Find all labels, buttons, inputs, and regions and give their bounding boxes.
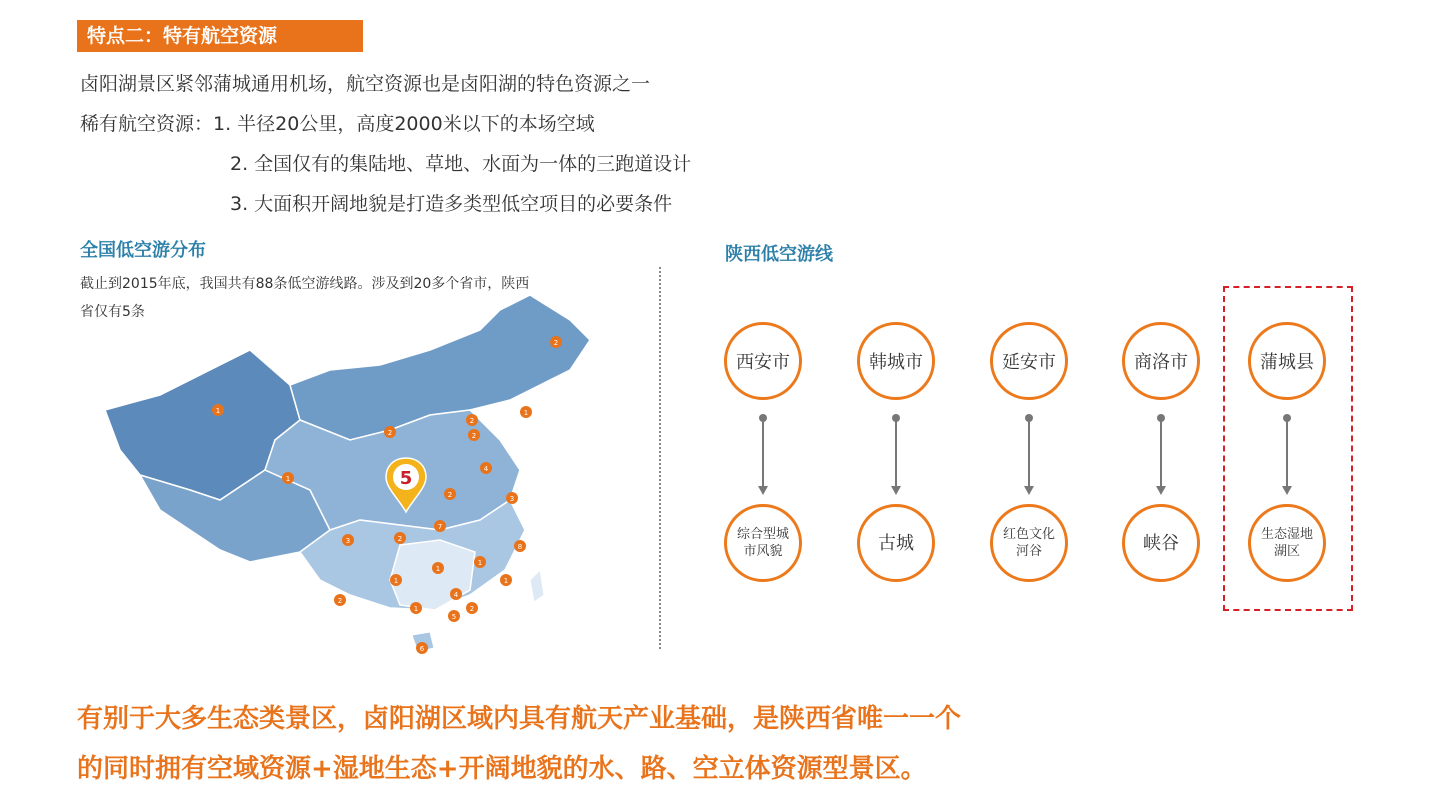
map-marker-18 (334, 594, 346, 606)
map-marker-21 (416, 642, 428, 654)
map-marker-4 (466, 414, 478, 426)
svg-text:2: 2 (387, 429, 393, 437)
map-marker-5 (468, 429, 480, 441)
shaanxi-count-label: 5 (399, 468, 413, 489)
map-marker-6 (520, 406, 532, 418)
svg-text:5: 5 (451, 613, 457, 621)
route-spot-circle: 生态湿地湖区 (1248, 504, 1326, 582)
svg-text:7: 7 (437, 523, 443, 531)
map-marker-8 (444, 488, 456, 500)
map-marker-3 (384, 426, 396, 438)
section-divider (659, 267, 661, 649)
china-map (100, 290, 610, 670)
svg-text:2: 2 (397, 535, 403, 543)
route-city-circle: 商洛市 (1122, 322, 1200, 400)
map-marker-7 (480, 462, 492, 474)
route-city-circle: 西安市 (724, 322, 802, 400)
svg-text:3: 3 (345, 537, 351, 545)
route-spot-circle: 综合型城市风貌 (724, 504, 802, 582)
route-arrow-line (895, 420, 897, 486)
route-arrow-line (1028, 420, 1030, 486)
map-marker-16 (450, 588, 462, 600)
svg-text:2: 2 (471, 432, 477, 440)
route-spot-circle: 古城 (857, 504, 935, 582)
route-arrow-line (1286, 420, 1288, 486)
route-city-circle: 蒲城县 (1248, 322, 1326, 400)
route-spot-circle: 峡谷 (1122, 504, 1200, 582)
map-marker-14 (432, 562, 444, 574)
svg-text:2: 2 (337, 597, 343, 605)
conclusion-line-1: 有别于大多生态类景区，卤阳湖区域内具有航天产业基础，是陕西省唯一一个 (77, 704, 962, 734)
map-marker-17 (410, 602, 422, 614)
svg-text:1: 1 (523, 409, 529, 417)
feature-tag: 特点二：特有航空资源 (77, 20, 363, 52)
national-note: 截止到2015年底，我国共有88条低空游线路。涉及到20多个省市，陕西省仅有5条 (80, 276, 530, 320)
svg-text:2: 2 (447, 491, 453, 499)
map-marker-12 (342, 534, 354, 546)
svg-text:4: 4 (483, 465, 489, 473)
svg-text:2: 2 (553, 339, 559, 347)
svg-text:8: 8 (517, 543, 523, 551)
intro-line-3: 2. 全国仅有的集陆地、草地、水面为一体的三跑道设计 (230, 153, 692, 175)
intro-line-2: 稀有航空资源：1. 半径20公里，高度2000米以下的本场空域 (80, 113, 595, 135)
map-marker-15 (474, 556, 486, 568)
svg-text:1: 1 (393, 577, 399, 585)
map-marker-11 (394, 532, 406, 544)
map-marker-13 (390, 574, 402, 586)
svg-text:2: 2 (469, 417, 475, 425)
svg-text:4: 4 (453, 591, 459, 599)
intro-line-4: 3. 大面积开阔地貌是打造多类型低空项目的必要条件 (230, 193, 673, 215)
national-section-title: 全国低空游分布 (80, 240, 206, 261)
map-marker-24 (550, 336, 562, 348)
route-arrow-line (1160, 420, 1162, 486)
route-arrow-head (758, 486, 768, 495)
svg-text:2: 2 (469, 605, 475, 613)
route-arrow-head (891, 486, 901, 495)
route-arrow-head (1156, 486, 1166, 495)
route-city-circle: 韩城市 (857, 322, 935, 400)
svg-text:1: 1 (413, 605, 419, 613)
route-arrow-head (1282, 486, 1292, 495)
svg-text:1: 1 (503, 577, 509, 585)
shaanxi-section-title: 陕西低空游线 (725, 244, 833, 265)
svg-text:6: 6 (419, 645, 425, 653)
map-marker-19 (448, 610, 460, 622)
map-marker-10 (434, 520, 446, 532)
intro-line-1: 卤阳湖景区紧邻蒲城通用机场，航空资源也是卤阳湖的特色资源之一 (80, 73, 651, 95)
route-arrow-head (1024, 486, 1034, 495)
conclusion-line-2: 的同时拥有空域资源+湿地生态+开阔地貌的水、路、空立体资源型景区。 (77, 754, 927, 784)
route-arrow-line (762, 420, 764, 486)
svg-text:1: 1 (215, 407, 221, 415)
map-taiwan-island (530, 570, 544, 602)
svg-text:3: 3 (509, 495, 515, 503)
svg-text:1: 1 (285, 475, 291, 483)
map-marker-22 (500, 574, 512, 586)
map-marker-9 (506, 492, 518, 504)
map-marker-1 (212, 404, 224, 416)
map-marker-23 (514, 540, 526, 552)
route-spot-circle: 红色文化河谷 (990, 504, 1068, 582)
map-marker-20 (466, 602, 478, 614)
svg-text:1: 1 (435, 565, 441, 573)
svg-text:1: 1 (477, 559, 483, 567)
map-southeast-region (390, 540, 475, 610)
route-city-circle: 延安市 (990, 322, 1068, 400)
map-marker-2 (282, 472, 294, 484)
